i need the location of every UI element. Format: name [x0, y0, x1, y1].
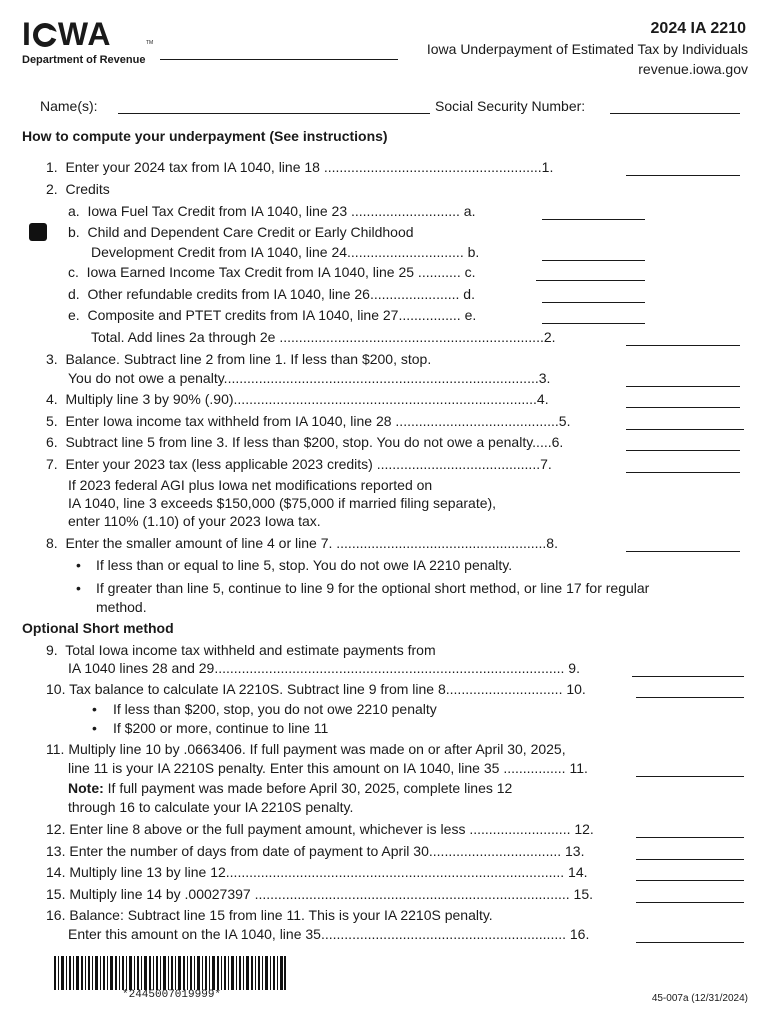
department-name: Department of Revenue — [22, 54, 146, 66]
line-12-label: 12. Enter line 8 above or the full payment amount, whichever is less .......................... 12. — [46, 821, 594, 837]
form-number: 45-007a (12/31/2024) — [651, 993, 748, 1004]
line-11-label-1: 11. Multiply line 10 by .0663406. If full payment was made on or after April 30, 2025, — [46, 741, 566, 757]
line-9-field[interactable] — [632, 676, 744, 677]
bullet-icon: • — [76, 557, 81, 573]
line-16-label-1: 16. Balance: Subtract line 15 from line 11. This is your IA 2210S penalty. — [46, 907, 493, 923]
header-rule — [160, 59, 398, 60]
line-2c-field[interactable] — [536, 280, 645, 281]
logo-trademark: TM — [146, 40, 154, 46]
line-5-field[interactable] — [626, 429, 744, 430]
line-2b-field[interactable] — [542, 260, 645, 261]
line-2-label: 2. Credits — [46, 181, 110, 197]
line-2d-label: d. Other refundable credits from IA 1040, line 26....................... d. — [68, 286, 475, 302]
line-1-label: 1. Enter your 2024 tax from IA 1040, line 18 ........................................................1. — [46, 159, 554, 175]
iowa-logo — [22, 16, 162, 68]
section-heading-short-method: Optional Short method — [22, 620, 174, 636]
line-4-field[interactable] — [626, 407, 740, 408]
line-15-field[interactable] — [636, 902, 744, 903]
ssn-label: Social Security Number: — [435, 98, 586, 114]
line-8-bullet-2b: method. — [96, 599, 147, 615]
note-text-1 — [68, 780, 512, 797]
line-2e-label: e. Composite and PTET credits from IA 1040, line 27................ e. — [68, 307, 477, 323]
barcode-number: *2445007019999* — [122, 989, 222, 1001]
line-16-label-2: Enter this amount on the IA 1040, line 35............................................................... 16. — [68, 926, 590, 942]
line-15-label: 15. Multiply line 14 by .00027397 ................................................................................. 15. — [46, 886, 593, 902]
line-7-label: 7. Enter your 2023 tax (less applicable 2023 credits) ..........................................7. — [46, 456, 552, 472]
logo-wordmark: I WA — [22, 16, 112, 52]
line-6-label: 6. Subtract line 5 from line 3. If less than $200, stop. You do not owe a penalty.....6. — [46, 434, 564, 450]
line-2a-label: a. Iowa Fuel Tax Credit from IA 1040, line 23 ............................ a. — [68, 203, 476, 219]
line-7-note-2: IA 1040, line 3 exceeds $150,000 ($75,000 if married filing separate), — [68, 495, 497, 511]
line-2c-label: c. Iowa Earned Income Tax Credit from IA 1040, line 25 ........... c. — [68, 264, 476, 280]
ssn-field[interactable] — [610, 113, 740, 114]
note-text-2: through 16 to calculate your IA 2210S penalty. — [68, 799, 354, 815]
line-9-label-1: 9. Total Iowa income tax withheld and estimate payments from — [46, 642, 436, 658]
note-body: If full payment was made before April 30, 2025, complete lines 12 — [103, 780, 513, 796]
line-1-field[interactable] — [626, 175, 740, 176]
line-3-label-2: You do not owe a penalty.................................................................................3. — [68, 370, 551, 386]
line-8-label: 8. Enter the smaller amount of line 4 or line 7. ......................................................8. — [46, 535, 558, 551]
line-6-field[interactable] — [626, 450, 740, 451]
line-13-label: 13. Enter the number of days from date of payment to April 30.................................. 13. — [46, 843, 585, 859]
line-3-field[interactable] — [626, 386, 740, 387]
line-7-field[interactable] — [626, 472, 740, 473]
line-2a-field[interactable] — [542, 219, 645, 220]
line-11-label-2: line 11 is your IA 2210S penalty. Enter this amount on IA 1040, line 35 ................ 11. — [68, 760, 588, 776]
line-3-label-1: 3. Balance. Subtract line 2 from line 1. If less than $200, stop. — [46, 351, 432, 367]
bullet-icon: • — [92, 701, 97, 717]
filing-marker — [29, 223, 47, 241]
note-label: Note: — [68, 780, 104, 796]
section-heading-compute: How to compute your underpayment (See instructions) — [22, 128, 388, 144]
line-14-label: 14. Multiply line 13 by line 12....................................................................................... 14. — [46, 864, 588, 880]
line-14-field[interactable] — [636, 880, 744, 881]
line-9-label-2: IA 1040 lines 28 and 29.......................................................................................... 9. — [68, 660, 580, 676]
line-2-total-label: Total. Add lines 2a through 2e ....................................................................2. — [91, 329, 556, 345]
line-8-bullet-1: If less than or equal to line 5, stop. You do not owe IA 2210 penalty. — [96, 557, 513, 573]
line-12-field[interactable] — [636, 837, 744, 838]
logo-o-icon — [33, 23, 57, 47]
bullet-icon: • — [92, 720, 97, 736]
line-10-label: 10. Tax balance to calculate IA 2210S. Subtract line 9 from line 8.............................. 10. — [46, 681, 586, 697]
line-2d-field[interactable] — [542, 302, 645, 303]
line-4-label: 4. Multiply line 3 by 90% (.90)..............................................................................4. — [46, 391, 549, 407]
line-10-bullet-1: If less than $200, stop, you do not owe 2210 penalty — [113, 701, 437, 717]
line-7-note-3: enter 110% (1.10) of your 2023 Iowa tax. — [68, 513, 321, 529]
name-label: Name(s): — [40, 98, 98, 114]
line-10-bullet-2: If $200 or more, continue to line 11 — [113, 720, 329, 736]
form-subtitle: Iowa Underpayment of Estimated Tax by Individuals — [426, 41, 748, 57]
line-2-total-field[interactable] — [626, 345, 740, 346]
barcode-image — [54, 956, 286, 990]
line-10-field[interactable] — [636, 697, 744, 698]
name-field[interactable] — [118, 113, 430, 114]
line-5-label: 5. Enter Iowa income tax withheld from IA 1040, line 28 ..........................................5. — [46, 413, 571, 429]
line-7-note-1: If 2023 federal AGI plus Iowa net modifications reported on — [68, 477, 433, 493]
form-title: 2024 IA 2210 — [650, 20, 746, 37]
line-2b-label-1: b. Child and Dependent Care Credit or Early Childhood — [68, 224, 414, 240]
line-13-field[interactable] — [636, 859, 744, 860]
line-8-field[interactable] — [626, 551, 740, 552]
line-11-field[interactable] — [636, 776, 744, 777]
form-url: revenue.iowa.gov — [638, 61, 748, 77]
bullet-icon: • — [76, 580, 81, 596]
line-8-bullet-2a: If greater than line 5, continue to line 9 for the optional short method, or line 17 for regular — [96, 580, 650, 596]
line-2b-label-2: Development Credit from IA 1040, line 24.............................. b. — [91, 244, 480, 260]
line-16-field[interactable] — [636, 942, 744, 943]
line-2e-field[interactable] — [542, 323, 645, 324]
